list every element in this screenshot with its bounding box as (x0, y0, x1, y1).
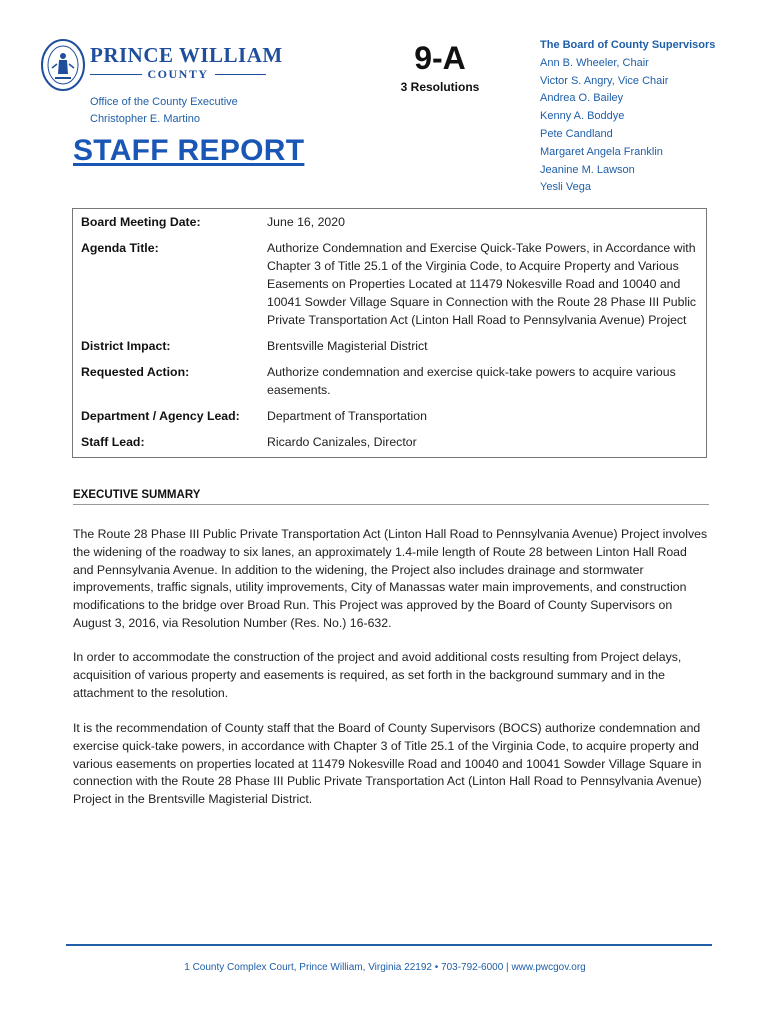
brand-name: PRINCE WILLIAM (90, 43, 283, 67)
staff-lead-label: Staff Lead: (81, 435, 145, 449)
district-impact-label: District Impact: (81, 339, 171, 353)
board-member: Pete Candland (540, 127, 613, 140)
board-member: Kenny A. Boddye (540, 110, 625, 123)
resolution-count: 3 Resolutions (400, 80, 480, 94)
board-member: Victor S. Angry, Vice Chair (540, 74, 669, 87)
executive-summary-heading: EXECUTIVE SUMMARY (73, 489, 709, 505)
board-member: Yesli Vega (540, 181, 591, 194)
requested-action-row (73, 363, 706, 399)
staff-lead-row (73, 433, 706, 451)
office-info (90, 94, 238, 128)
county-executive-name: Christopher E. Martino (90, 113, 201, 125)
meeting-date-label: Board Meeting Date: (81, 215, 201, 229)
agenda-title-row (73, 239, 706, 329)
meeting-info-table (72, 208, 707, 458)
report-title: STAFF REPORT (73, 134, 305, 167)
county-seal-icon (40, 38, 86, 92)
staff-lead-value: Ricardo Canizales, Director (267, 435, 417, 449)
summary-paragraph: The Route 28 Phase III Public Private Transportation Act (Linton Hall Road to Pennsylvania Avenue) Project involves the widening of the roadway to six lanes, an approximately 1.4-mile length of Route 28 between Linton Hall Road and Pennsylvania Avenue. In addition to the widening, the Project also includes drainage and stormwater improvements, traffic signals, utility improvements, City of Manassas water main improvements, and construction modifications to the bridge over Broad Run. This Project was approved by the Board of County Supervisors on August 3, 2016, via Resolution Number (Res. No.) 16-632. (73, 527, 708, 630)
brand-rule-right (215, 74, 267, 76)
footer-address: 1 County Complex Court, Prince William, Virginia 22192 • 703-792-6000 | www.pwcgov.org (184, 962, 586, 973)
board-member: Andrea O. Bailey (540, 92, 624, 105)
board-member: Jeanine M. Lawson (540, 163, 635, 176)
brand-sub (90, 67, 266, 82)
brand-county: COUNTY (147, 67, 209, 81)
department-lead-label: Department / Agency Lead: (81, 409, 240, 423)
requested-action-label: Requested Action: (81, 365, 190, 379)
district-impact-row (73, 337, 706, 355)
executive-summary (73, 489, 709, 807)
agenda-title-value: Authorize Condemnation and Exercise Quick-Take Powers, in Accordance with Chapter 3 of Title 25.1 of the Virginia Code, to Acquire Property and Various Easements on Properties Located at 11479 Nokesville Road and 10040 and 10041 Sowder Village Square in Connection with the Route 28 Phase III Public Private Transportation Act (Linton Hall Road to Pennsylvania Avenue) Project (267, 241, 697, 327)
meeting-date-value: June 16, 2020 (267, 215, 345, 229)
agenda-title-label: Agenda Title: (81, 241, 159, 255)
department-lead-row (73, 407, 706, 425)
board-member: Margaret Angela Franklin (540, 145, 663, 158)
summary-paragraph: It is the recommendation of County staff that the Board of County Supervisors (BOCS) authorize condemnation and exercise quick-take powers, in accordance with Chapter 3 of Title 25.1 of the Virginia Code, to acquire property and various easements on properties located at 11479 Nokesville Road and 10040 and 10041 Sowder Village Square in connection with the Route 28 Phase III Public Private Transportation Act (Linton Hall Road to Pennsylvania Avenue) Project in the Brentsville Magisterial District. (73, 721, 702, 807)
county-brand (90, 43, 283, 82)
summary-paragraph: In order to accommodate the construction of the project and avoid additional costs resulting from Project delays, acquisition of various property and easements is required, as set forth in the background summary and in the attachment to the resolution. (73, 650, 682, 700)
item-number: 9-A (414, 40, 466, 76)
office-name: Office of the County Executive (90, 96, 238, 108)
board-heading: The Board of County Supervisors (540, 39, 716, 51)
board-member: Ann B. Wheeler, Chair (540, 56, 649, 69)
requested-action-value: Authorize condemnation and exercise quick-take powers to acquire various easements. (267, 365, 676, 397)
district-impact-value: Brentsville Magisterial District (267, 339, 428, 353)
footer-divider (66, 944, 712, 946)
department-lead-value: Department of Transportation (267, 409, 427, 423)
agenda-item-number (390, 40, 490, 94)
board-members-list (540, 37, 715, 197)
meeting-date-row (73, 213, 706, 231)
brand-rule-left (90, 74, 142, 76)
